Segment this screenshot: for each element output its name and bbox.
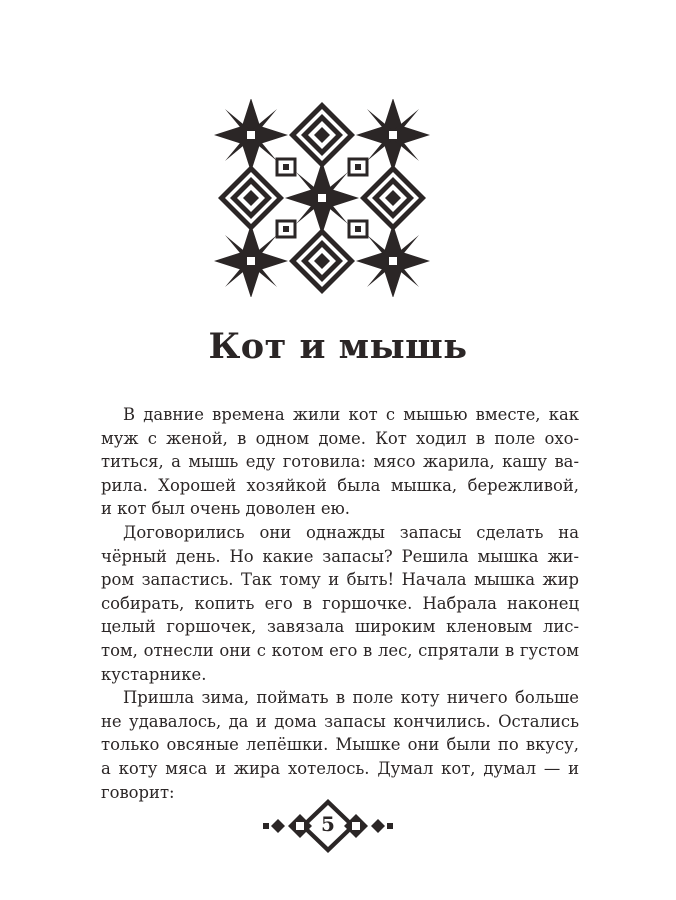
text-line: не удавалось, да и дома запасы кончились. Остались: [101, 711, 579, 731]
text-line: а коту мяса и жира хотелось. Думал кот, думал — и: [101, 758, 579, 778]
page-title: Кот и мышь: [208, 326, 468, 367]
text-line: чёрный день. Но какие запасы? Решила мышка жи-: [101, 546, 579, 566]
text-line: Договорились они однажды запасы сделать на: [123, 522, 579, 542]
text-line: В давние времена жили кот с мышью вместе, как: [123, 405, 579, 424]
text-line: говорит:: [101, 782, 175, 802]
page-number: 5: [321, 812, 335, 836]
paragraph: [101, 521, 579, 686]
text-line: ром запастись. Так тому и быть! Начала мышка жир: [101, 570, 579, 590]
text-line: рила. Хорошей хозяйкой была мышка, бережливой,: [101, 475, 579, 495]
text-line: Пришла зима, поймать в поле коту ничего больше: [123, 688, 579, 708]
text-line: только овсяные лепёшки. Мышке они были по вкусу,: [101, 735, 579, 755]
embroidery-ornament-icon: [214, 99, 430, 297]
text-line: кустарнике.: [101, 664, 207, 684]
paragraph: [101, 686, 579, 804]
text-line: собирать, копить его в горшочке. Набрала наконец: [101, 593, 579, 613]
paragraph: [101, 403, 579, 521]
text-line: титься, а мышь еду готовила: мясо жарила, кашу ва-: [101, 452, 579, 472]
text-line: целый горшочек, завязала широким кленовым лис-: [101, 617, 579, 637]
text-line: том, отнесли они с котом его в лес, спрятали в густом: [101, 640, 579, 660]
text-line: муж с женой, в одном доме. Кот ходил в поле охо-: [101, 428, 579, 448]
text-line: и кот был очень доволен ею.: [101, 499, 351, 519]
story-text: [101, 403, 579, 804]
